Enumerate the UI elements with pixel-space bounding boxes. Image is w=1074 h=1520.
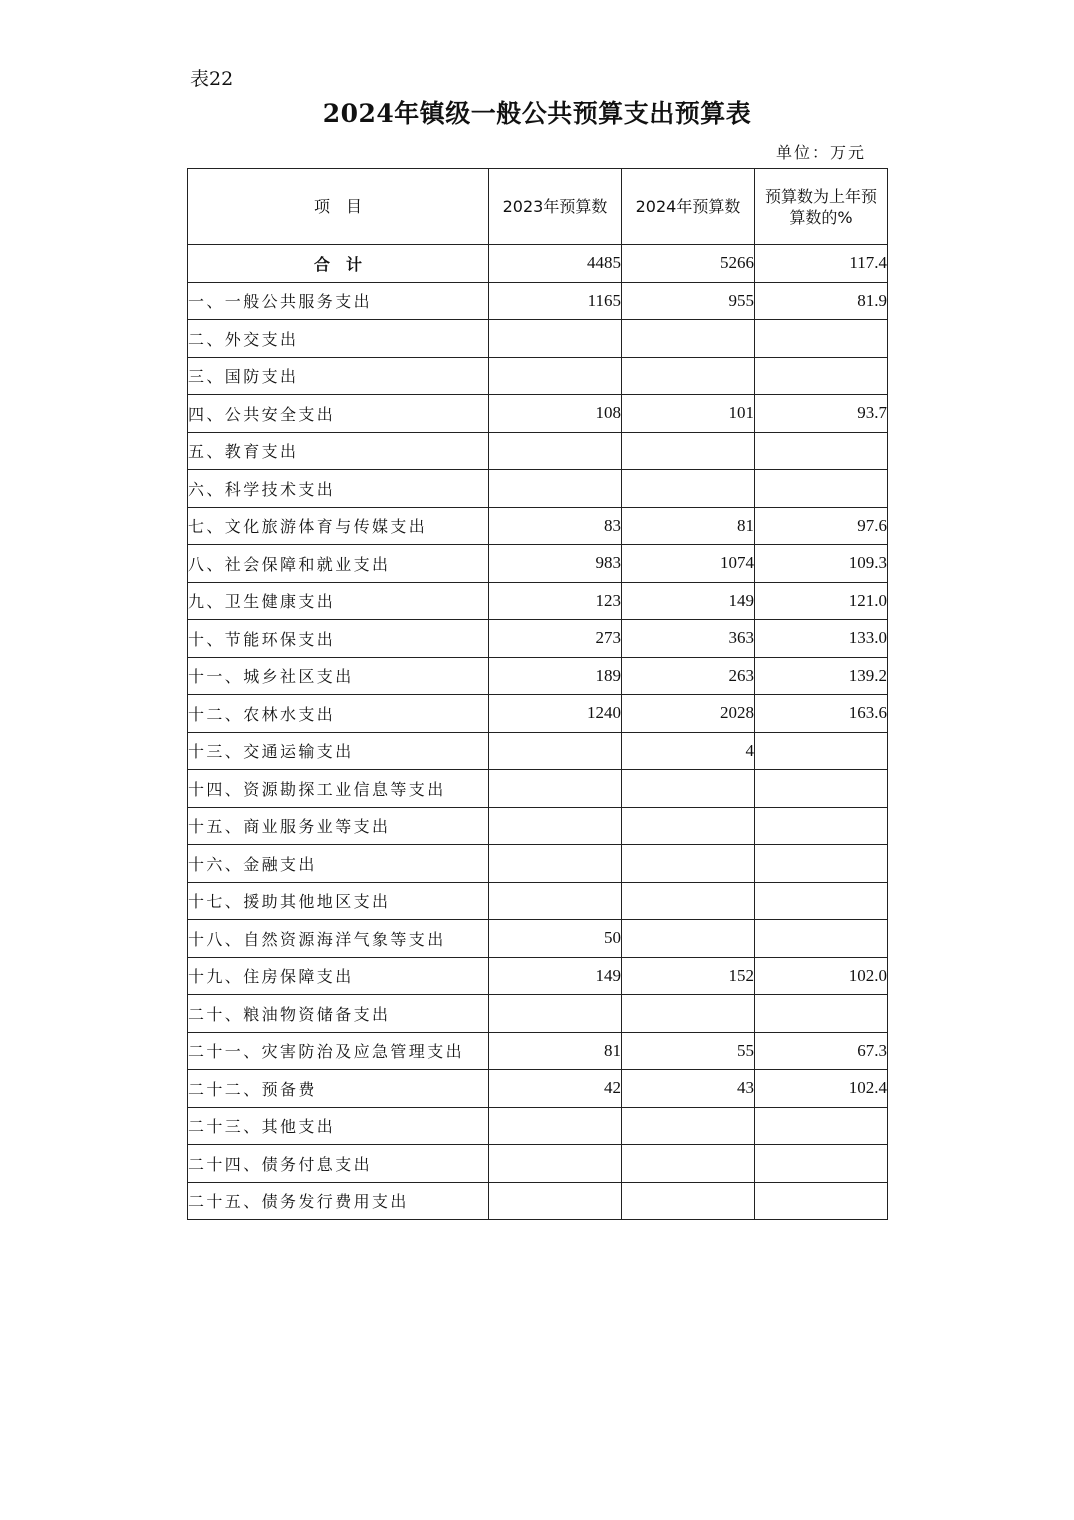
table-row — [188, 432, 888, 470]
row-2024: 2028 — [622, 695, 755, 733]
total-label: 合 计 — [188, 245, 489, 283]
row-name: 二十、粮油物资储备支出 — [188, 995, 489, 1033]
row-ratio — [755, 470, 888, 508]
row-ratio — [755, 845, 888, 883]
row-name: 六、科学技术支出 — [188, 470, 489, 508]
row-2024 — [622, 845, 755, 883]
row-2024: 955 — [622, 282, 755, 320]
total-ratio: 117.4 — [755, 245, 888, 283]
row-2023: 1165 — [489, 282, 622, 320]
row-name: 十七、援助其他地区支出 — [188, 882, 489, 920]
row-ratio — [755, 920, 888, 958]
row-name: 十二、农林水支出 — [188, 695, 489, 733]
row-name: 二十五、债务发行费用支出 — [188, 1182, 489, 1220]
row-name: 二十二、预备费 — [188, 1070, 489, 1108]
row-2023: 123 — [489, 582, 622, 620]
header-item: 项 目 — [188, 169, 489, 245]
row-name: 十五、商业服务业等支出 — [188, 807, 489, 845]
row-ratio — [755, 357, 888, 395]
row-2023: 83 — [489, 507, 622, 545]
table-row — [188, 957, 888, 995]
table-row — [188, 845, 888, 883]
row-name: 四、公共安全支出 — [188, 395, 489, 433]
row-ratio — [755, 320, 888, 358]
table-row — [188, 695, 888, 733]
row-name: 一、一般公共服务支出 — [188, 282, 489, 320]
row-2023 — [489, 320, 622, 358]
row-2024 — [622, 357, 755, 395]
row-2024 — [622, 1145, 755, 1183]
row-2023: 81 — [489, 1032, 622, 1070]
row-2024: 55 — [622, 1032, 755, 1070]
row-2023: 42 — [489, 1070, 622, 1108]
table-row — [188, 1070, 888, 1108]
row-2023 — [489, 470, 622, 508]
row-name: 五、教育支出 — [188, 432, 489, 470]
row-ratio — [755, 770, 888, 808]
row-2023 — [489, 770, 622, 808]
total-2023: 4485 — [489, 245, 622, 283]
page-title: 2024年镇级一般公共预算支出预算表 — [322, 99, 752, 128]
row-name: 十九、住房保障支出 — [188, 957, 489, 995]
row-ratio: 93.7 — [755, 395, 888, 433]
table-row — [188, 1032, 888, 1070]
row-2024: 43 — [622, 1070, 755, 1108]
budget-table — [187, 168, 888, 1220]
header-ratio: 预算数为上年预算数的% — [755, 169, 888, 245]
row-2024 — [622, 920, 755, 958]
table-number: 表22 — [190, 68, 234, 90]
row-2023: 273 — [489, 620, 622, 658]
total-2024: 5266 — [622, 245, 755, 283]
row-ratio: 163.6 — [755, 695, 888, 733]
row-2024 — [622, 470, 755, 508]
row-ratio: 102.4 — [755, 1070, 888, 1108]
row-2023: 189 — [489, 657, 622, 695]
row-name: 十八、自然资源海洋气象等支出 — [188, 920, 489, 958]
table-row — [188, 882, 888, 920]
table-row — [188, 1145, 888, 1183]
table-row — [188, 1107, 888, 1145]
row-2023: 108 — [489, 395, 622, 433]
row-2024: 4 — [622, 732, 755, 770]
total-row — [188, 245, 888, 283]
table-row — [188, 1182, 888, 1220]
row-ratio — [755, 807, 888, 845]
row-2024 — [622, 995, 755, 1033]
row-2024: 263 — [622, 657, 755, 695]
table-row — [188, 620, 888, 658]
row-2023 — [489, 882, 622, 920]
table-row — [188, 807, 888, 845]
header-row — [188, 169, 888, 245]
row-2024 — [622, 320, 755, 358]
row-2024: 101 — [622, 395, 755, 433]
row-ratio: 81.9 — [755, 282, 888, 320]
table-row — [188, 282, 888, 320]
table-row — [188, 770, 888, 808]
row-2023 — [489, 1107, 622, 1145]
row-ratio — [755, 1182, 888, 1220]
table-row — [188, 995, 888, 1033]
row-2024: 152 — [622, 957, 755, 995]
row-name: 二十四、债务付息支出 — [188, 1145, 489, 1183]
row-2024 — [622, 807, 755, 845]
table-row — [188, 320, 888, 358]
row-name: 十六、金融支出 — [188, 845, 489, 883]
row-name: 十四、资源勘探工业信息等支出 — [188, 770, 489, 808]
row-name: 八、社会保障和就业支出 — [188, 545, 489, 583]
table-row — [188, 920, 888, 958]
row-2024: 363 — [622, 620, 755, 658]
row-2023 — [489, 995, 622, 1033]
row-2023 — [489, 357, 622, 395]
row-ratio: 139.2 — [755, 657, 888, 695]
table-row — [188, 395, 888, 433]
row-2024 — [622, 770, 755, 808]
row-2023 — [489, 1145, 622, 1183]
table-row — [188, 507, 888, 545]
row-ratio — [755, 882, 888, 920]
row-ratio: 121.0 — [755, 582, 888, 620]
table-row — [188, 545, 888, 583]
row-2023 — [489, 807, 622, 845]
row-name: 二十三、其他支出 — [188, 1107, 489, 1145]
unit-label: 单位：万元 — [776, 143, 867, 162]
row-name: 十一、城乡社区支出 — [188, 657, 489, 695]
table-row — [188, 657, 888, 695]
row-ratio: 97.6 — [755, 507, 888, 545]
row-ratio — [755, 732, 888, 770]
row-2023: 1240 — [489, 695, 622, 733]
row-name: 二十一、灾害防治及应急管理支出 — [188, 1032, 489, 1070]
row-2024: 81 — [622, 507, 755, 545]
row-ratio — [755, 1145, 888, 1183]
row-ratio: 102.0 — [755, 957, 888, 995]
row-2023 — [489, 1182, 622, 1220]
header-2024: 2024年预算数 — [622, 169, 755, 245]
row-2024 — [622, 1182, 755, 1220]
row-2024 — [622, 1107, 755, 1145]
row-2024 — [622, 882, 755, 920]
table-row — [188, 732, 888, 770]
row-name: 二、外交支出 — [188, 320, 489, 358]
table-row — [188, 470, 888, 508]
row-2024 — [622, 432, 755, 470]
row-name: 十、节能环保支出 — [188, 620, 489, 658]
row-2023 — [489, 845, 622, 883]
row-2024: 1074 — [622, 545, 755, 583]
row-ratio — [755, 432, 888, 470]
row-2024: 149 — [622, 582, 755, 620]
row-name: 十三、交通运输支出 — [188, 732, 489, 770]
row-name: 七、文化旅游体育与传媒支出 — [188, 507, 489, 545]
row-ratio — [755, 1107, 888, 1145]
row-2023 — [489, 732, 622, 770]
row-name: 九、卫生健康支出 — [188, 582, 489, 620]
row-2023: 149 — [489, 957, 622, 995]
row-2023 — [489, 432, 622, 470]
row-ratio: 109.3 — [755, 545, 888, 583]
row-2023: 50 — [489, 920, 622, 958]
header-2023: 2023年预算数 — [489, 169, 622, 245]
table-row — [188, 357, 888, 395]
row-ratio: 67.3 — [755, 1032, 888, 1070]
row-ratio: 133.0 — [755, 620, 888, 658]
row-name: 三、国防支出 — [188, 357, 489, 395]
row-2023: 983 — [489, 545, 622, 583]
table-row — [188, 582, 888, 620]
row-ratio — [755, 995, 888, 1033]
